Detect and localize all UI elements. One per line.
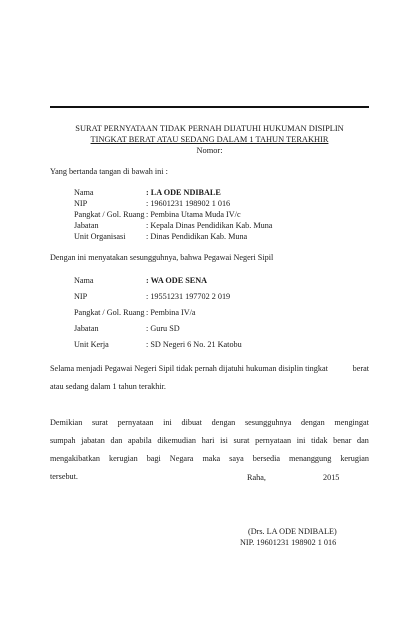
intro-signer: Yang bertanda tangan di bawah ini : (50, 167, 168, 176)
word: surat (233, 435, 250, 445)
word: sumpah (50, 435, 76, 445)
row-value: : WA ODE SENA (146, 276, 208, 285)
word: hari (201, 435, 215, 445)
row-label: NIP (74, 292, 88, 301)
row-value: : 19601231 198902 1 016 (146, 199, 231, 208)
word: surat (91, 417, 108, 427)
paragraph-line (50, 413, 369, 431)
word: ini (163, 417, 172, 427)
word: kerugian (340, 453, 369, 463)
paragraph-text: atau sedang dalam 1 tahun terakhir. (50, 381, 166, 391)
row-label: Jabatan (74, 221, 99, 230)
word: benar (333, 435, 352, 445)
paragraph-line (50, 449, 369, 467)
row-label: NIP (74, 199, 88, 208)
closing-paragraph (50, 413, 369, 485)
row-value: : Kepala Dinas Pendidikan Kab. Muna (146, 221, 273, 230)
paragraph-line (50, 359, 369, 377)
word: dan (110, 435, 123, 445)
header-rule (50, 106, 369, 108)
word: mengakibatkan (50, 453, 101, 463)
row-label: Pangkat / Gol. Ruang (74, 308, 145, 317)
word: dengan (211, 417, 236, 427)
word: pernyataan (117, 417, 154, 427)
word: sesungguhnya (244, 417, 292, 427)
signature-name: (Drs. LA ODE NDIBALE) (248, 527, 337, 536)
row-value: : Dinas Pendidikan Kab. Muna (146, 232, 248, 241)
row-label: Unit Kerja (74, 340, 109, 349)
paragraph-text: tersebut. (50, 471, 78, 481)
row-value: : LA ODE NDIBALE (146, 188, 221, 197)
word: bersedia (252, 453, 281, 463)
row-value: : Pembina IV/a (146, 308, 196, 317)
word: kerugian (109, 453, 138, 463)
paragraph-text: Selama menjadi Pegawai Negeri Sipil tidak pernah dijatuhi hukuman disiplin tingkat (50, 363, 328, 373)
word: jabatan (81, 435, 105, 445)
row-value: : Guru SD (146, 324, 180, 333)
word: dengan (301, 417, 325, 427)
row-label: Nama (74, 188, 94, 197)
row-label: Unit Organisasi (74, 232, 126, 241)
row-label: Jabatan (74, 324, 99, 333)
letter-title-line2: TINGKAT BERAT ATAU SEDANG DALAM 1 TAHUN TERAKHIR (90, 135, 329, 144)
word: Negara (169, 453, 194, 463)
word: pernyataan (255, 435, 292, 445)
letter-number: Nomor: (196, 146, 223, 155)
word: saya (229, 453, 244, 463)
word: isi (220, 435, 228, 445)
word: dan (357, 435, 369, 445)
signature-nip: NIP. 19601231 198902 1 016 (240, 538, 337, 547)
row-value: : Pembina Utama Muda IV/c (146, 210, 241, 219)
paragraph-text: berat (352, 363, 369, 373)
row-value: : 19551231 197702 2 019 (146, 292, 231, 301)
place-label: Raha, (247, 473, 266, 482)
word: menanggung (289, 453, 332, 463)
row-label: Pangkat / Gol. Ruang (74, 210, 145, 219)
statement-paragraph (50, 359, 369, 395)
paragraph-line (50, 467, 369, 485)
year-label: 2015 (323, 473, 340, 482)
word: apabila (128, 435, 152, 445)
paragraph-line (50, 431, 369, 449)
row-label: Nama (74, 276, 94, 285)
word: mengingat (334, 417, 369, 427)
letter-title-line1: SURAT PERNYATAAN TIDAK PERNAH DIJATUHI HUKUMAN DISIPLIN (75, 124, 344, 133)
word: maka (202, 453, 221, 463)
intro-employee: Dengan ini menyatakan sesungguhnya, bahwa Pegawai Negeri Sipil (50, 253, 274, 262)
word: ini (296, 435, 306, 445)
word: dikemudian (157, 435, 196, 445)
word: bagi (146, 453, 161, 463)
word: dibuat (181, 417, 202, 427)
word: tidak (311, 435, 328, 445)
word: Demikian (50, 417, 83, 427)
paragraph-line (50, 377, 369, 395)
row-value: : SD Negeri 6 No. 21 Katobu (146, 340, 242, 349)
